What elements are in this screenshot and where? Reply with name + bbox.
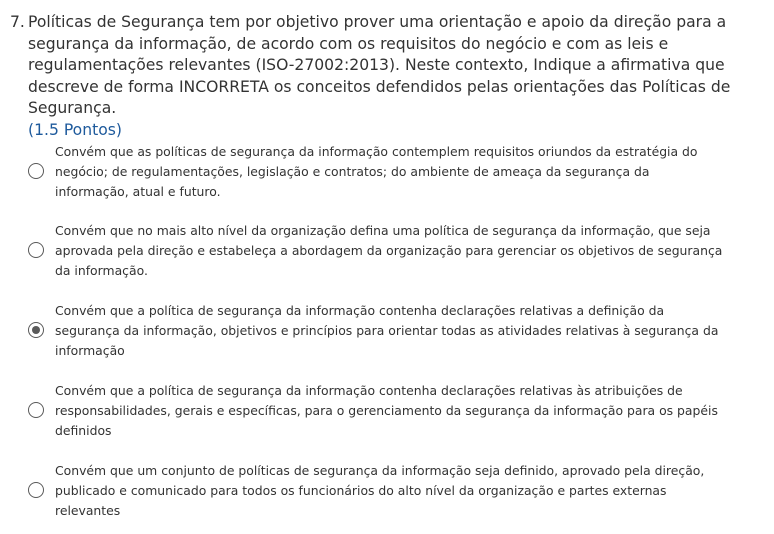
question-body: [28, 12, 758, 141]
option-5-radio[interactable]: [28, 482, 44, 498]
option-1[interactable]: [28, 142, 728, 206]
option-2-radio[interactable]: [28, 242, 44, 258]
option-3-label: Convém que a política de segurança da informação contenha declarações relativas a definição da segurança da informação, objetivos e princípios para orientar todas as atividades relativas à segurança da informação: [55, 303, 719, 358]
option-4-radio[interactable]: [28, 402, 44, 418]
option-2-label: Convém que no mais alto nível da organização defina uma política de segurança da informação, que seja aprovada pela direção e estabeleça a abordagem da organização para gerenciar os objetivos de segurança da informação.: [55, 223, 723, 278]
option-5-label: Convém que um conjunto de políticas de segurança da informação seja definido, aprovado pela direção, publicado e comunicado para todos os funcionários do alto nível da organização e partes externas relevantes: [55, 463, 705, 518]
option-4-label: Convém que a política de segurança da informação contenha declarações relativas às atribuições de responsabilidades, gerais e específicas, para o gerenciamento da segurança da informação para os papéis definidos: [55, 383, 718, 438]
option-4[interactable]: [28, 381, 728, 445]
question-text: Políticas de Segurança tem por objetivo prover uma orientação e apoio da direção para a segurança da informação, de acordo com os requisitos do negócio e com as leis e regulamentações relevantes (ISO-27002:2013). Neste contexto, Indique a afirmativa que descreve de forma INCORRETA os conceitos defendidos pelas orientações das Políticas de Segurança.: [28, 13, 731, 117]
option-3-radio[interactable]: [28, 322, 44, 338]
option-2[interactable]: [28, 221, 728, 285]
question-number: 7.: [10, 13, 25, 31]
option-1-label: Convém que as políticas de segurança da informação contemplem requisitos oriundos da estratégia do negócio; de regulamentações, legislação e contratos; do ambiente de ameaça da segurança da informação, atual e futuro.: [55, 144, 698, 199]
option-3[interactable]: [28, 301, 728, 365]
question-points: (1.5 Pontos): [28, 120, 122, 139]
option-1-radio[interactable]: [28, 163, 44, 179]
option-5[interactable]: [28, 461, 728, 525]
